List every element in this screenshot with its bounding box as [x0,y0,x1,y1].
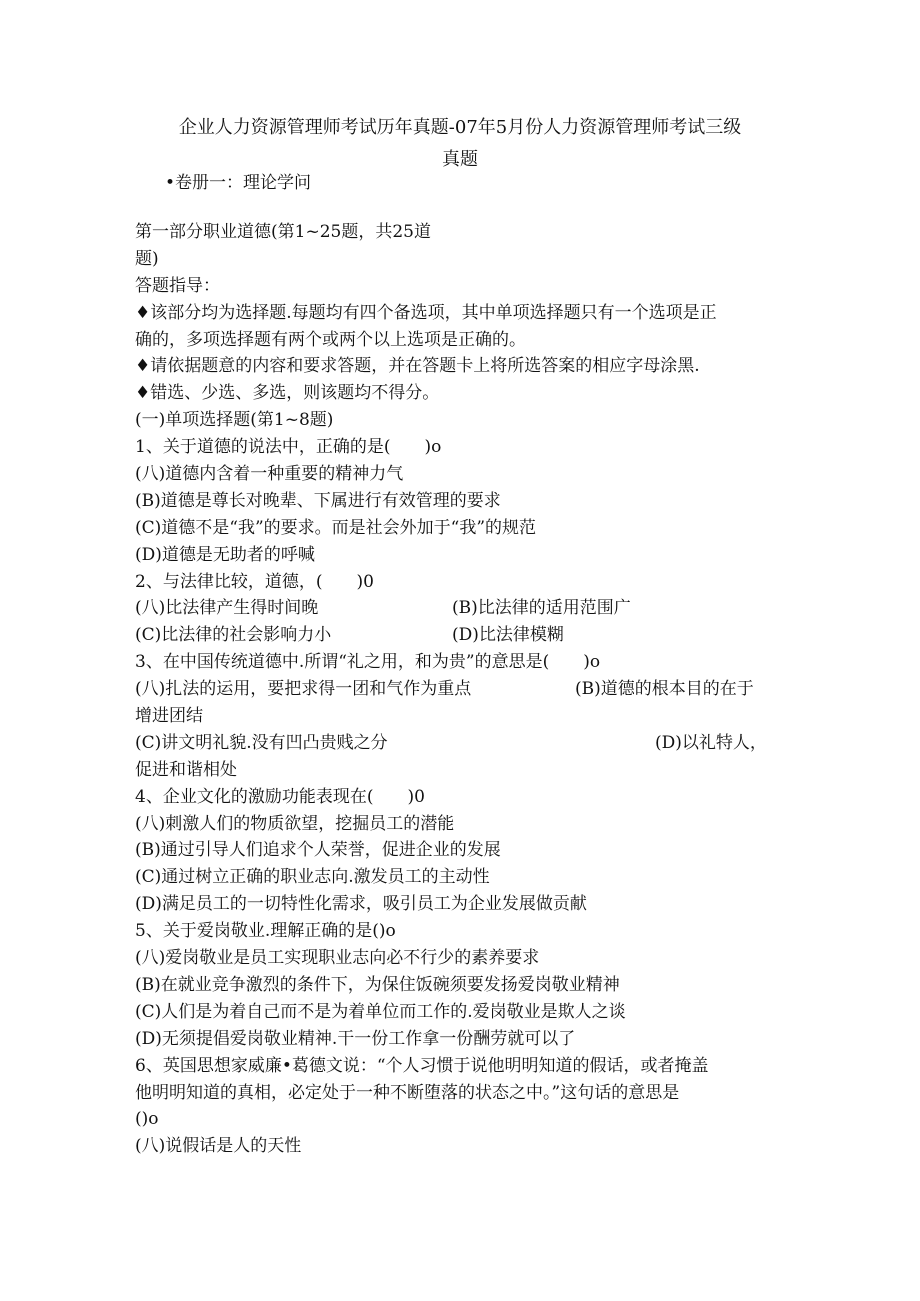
q3-row-ab [135,676,775,703]
q1-option-b: (B)道德是尊长对晚辈、下属进行有效管理的要求 [135,490,501,511]
instruction-1-cont: 确的，多项选择题有两个或两个以上选项是正确的。 [135,329,526,350]
question-6: 6、英国思想家威廉•葛德文说：“个人习惯于说他明明知道的假话，或者掩盖 [135,1055,709,1076]
q4-option-a: (八)刺激人们的物质欲望，挖掘员工的潜能 [135,813,455,834]
q3-option-b-cont: 增进团结 [135,706,203,727]
question-6-end: ()o [135,1109,159,1130]
q5-option-b: (B)在就业竞争激烈的条件下，为保住饭碗须要发扬爱岗敬业精神 [135,974,620,995]
single-choice-heading: (一)单项选择题(第1~8题) [135,410,334,431]
q2-option-a: (八)比法律产生得时间晚 [135,598,319,619]
q3-option-b: (B)道德的根本目的在于 [575,679,754,700]
q4-option-b: (B)通过引导人们追求个人荣誉，促进企业的发展 [135,840,501,861]
q3-option-d: (D)以礼特人， [655,732,767,753]
body-text [135,219,775,1160]
question-2: 2、与法律比较，道德，( )0 [135,571,374,592]
q1-option-a: (八)道德内含着一种重要的精神力气 [135,464,404,485]
volume-heading: •卷册一：理论学问 [165,173,312,193]
section-heading-part1: 第一部分职业道德(第1~25题，共25道 [135,222,431,242]
instruction-2: ♦请依据题意的内容和要求答题，并在答题卡上将所选答案的相应字母涂黑. [135,356,700,377]
q2-row-ab [135,595,775,622]
question-4: 4、企业文化的激励功能表现在( )0 [135,786,425,807]
q3-option-a: (八)扎法的运用，要把求得一团和气作为重点 [135,679,472,700]
q2-option-d: (D)比法律模糊 [452,625,564,646]
question-6-cont: 他明明知道的真相，必定处于一种不断堕落的状态之中。”这句话的意思是 [135,1082,680,1103]
document-title [150,112,770,176]
q1-option-c: (C)道德不是“我”的要求。而是社会外加于“我”的规范 [135,517,537,538]
q3-option-d-cont: 促进和谐相处 [135,759,237,780]
title-line-1: 企业人力资源管理师考试历年真题-07年5月份人力资源管理师考试三级 [178,117,742,138]
q5-option-a: (八)爱岗敬业是员工实现职业志向必不行少的素养要求 [135,948,540,969]
instructions-heading: 答题指导： [135,275,220,296]
question-1: 1、关于道德的说法中，正确的是( )o [135,437,442,458]
q2-option-c: (C)比法律的社会影响力小 [135,625,332,646]
question-3: 3、在中国传统道德中.所谓“礼之用，和为贵”的意思是( )o [135,652,601,673]
instruction-1: ♦该部分均为选择题.每题均有四个备选项，其中单项选择题只有一个选项是正 [135,302,717,323]
q6-option-a: (八)说假话是人的天性 [135,1136,302,1157]
section-heading-part1-cont: 题) [135,248,159,269]
instruction-3: ♦错选、少选、多选，则该题均不得分。 [135,383,440,404]
q3-option-c: (C)讲文明礼貌.没有凹凸贵贱之分 [135,732,388,753]
q1-option-d: (D)道德是无助者的呼喊 [135,544,315,565]
q3-row-cd [135,730,775,757]
q2-option-b: (B)比法律的适用范围广 [452,598,631,619]
question-5: 5、关于爱岗敬业.理解正确的是()o [135,921,396,942]
q5-option-d: (D)无须提倡爱岗敬业精神.干一份工作拿一份酬劳就可以了 [135,1028,576,1049]
q5-option-c: (C)人们是为着自己而不是为着单位而工作的.爱岗敬业是欺人之谈 [135,1001,626,1022]
title-line-2: 真题 [442,149,478,170]
q4-option-c: (C)通过树立正确的职业志向.激发员工的主动性 [135,867,490,888]
q2-row-cd [135,622,775,649]
q4-option-d: (D)满足员工的一切特性化需求，吸引员工为企业发展做贡献 [135,894,587,915]
